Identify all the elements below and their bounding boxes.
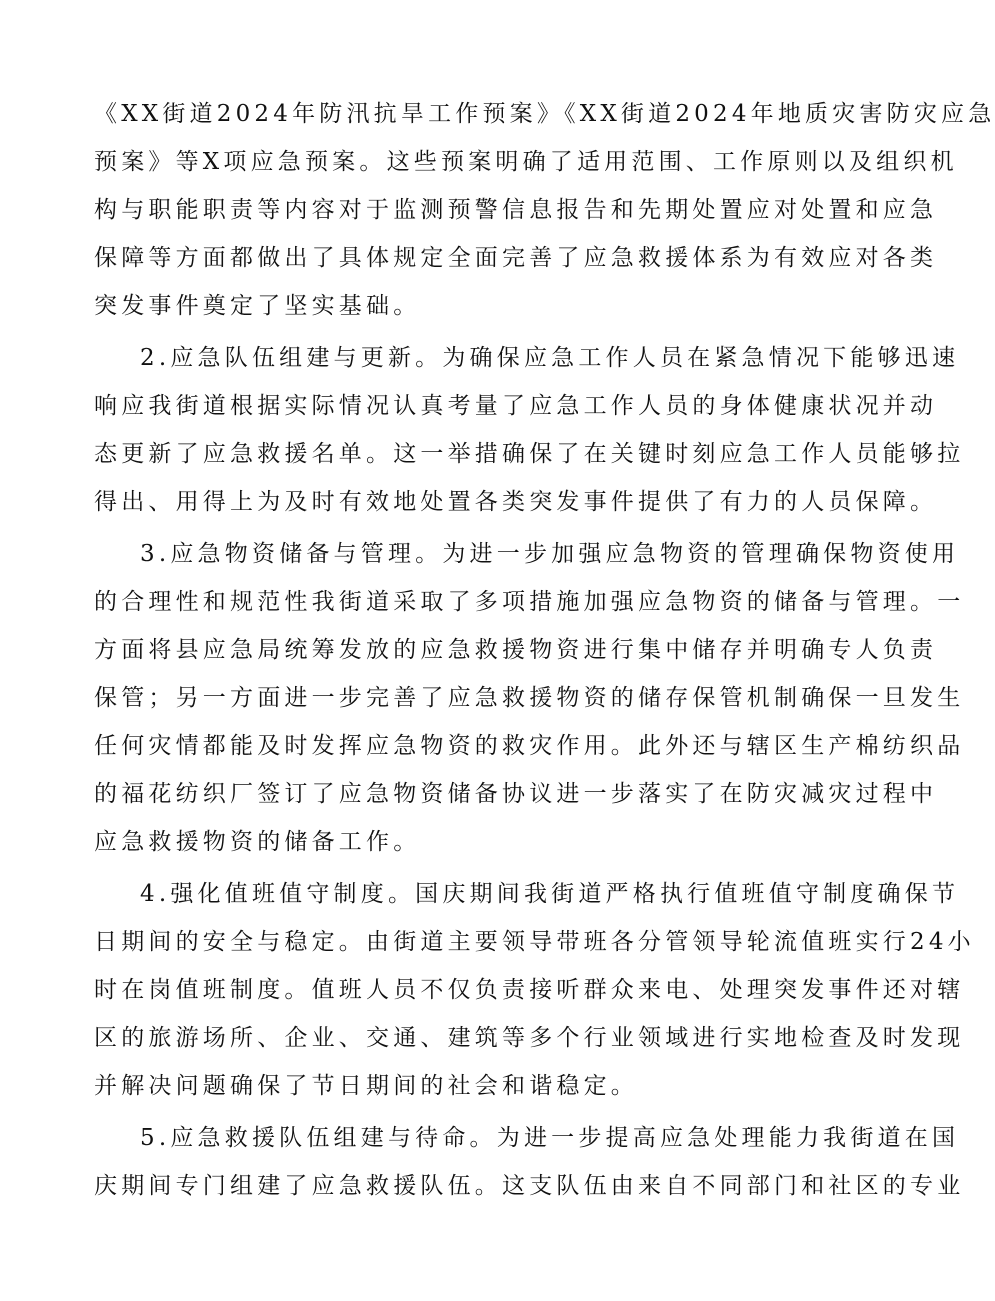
text-line: 构与职能职责等内容对于监测预警信息报告和先期处置应对处置和应急 [94, 197, 938, 223]
text-line: 3.应急物资储备与管理。为进一步加强应急物资的管理确保物资使用 [140, 541, 960, 567]
text-line: 2.应急队伍组建与更新。为确保应急工作人员在紧急情况下能够迅速 [140, 345, 960, 371]
text-line: 响应我街道根据实际情况认真考量了应急工作人员的身体健康状况并动 [94, 393, 938, 419]
text-line: 区的旅游场所、企业、交通、建筑等多个行业领域进行实地检查及时发现 [94, 1025, 965, 1051]
text-line: 5.应急救援队伍组建与待命。为进一步提高应急处理能力我街道在国 [140, 1125, 960, 1151]
text-line: 日期间的安全与稳定。由街道主要领导带班各分管领导轮流值班实行24小 [94, 929, 975, 955]
text-line: 应急救援物资的储备工作。 [94, 829, 421, 855]
text-line: 突发事件奠定了坚实基础。 [94, 293, 421, 319]
text-line: 4.强化值班值守制度。国庆期间我街道严格执行值班值守制度确保节 [140, 881, 960, 907]
text-line: 庆期间专门组建了应急救援队伍。这支队伍由来自不同部门和社区的专业 [94, 1173, 965, 1199]
text-line: 保障等方面都做出了具体规定全面完善了应急救援体系为有效应对各类 [94, 245, 938, 271]
text-line: 并解决问题确保了节日期间的社会和谐稳定。 [94, 1073, 638, 1099]
text-line: 的合理性和规范性我街道采取了多项措施加强应急物资的储备与管理。一 [94, 589, 965, 615]
text-line: 《XX街道2024年防汛抗旱工作预案》《XX街道2024年地质灾害防灾应急 [94, 101, 995, 127]
text-line: 保管；另一方面进一步完善了应急救援物资的储存保管机制确保一旦发生 [94, 685, 965, 711]
text-line: 任何灾情都能及时发挥应急物资的救灾作用。此外还与辖区生产棉纺织品 [94, 733, 965, 759]
text-line: 得出、用得上为及时有效地处置各类突发事件提供了有力的人员保障。 [94, 489, 938, 515]
text-line: 预案》等X项应急预案。这些预案明确了适用范围、工作原则以及组织机 [94, 149, 958, 175]
text-line: 态更新了应急救援名单。这一举措确保了在关键时刻应急工作人员能够拉 [94, 441, 965, 467]
text-line: 方面将县应急局统筹发放的应急救援物资进行集中储存并明确专人负责 [94, 637, 938, 663]
text-line: 时在岗值班制度。值班人员不仅负责接听群众来电、处理突发事件还对辖 [94, 977, 965, 1003]
text-line: 的福花纺织厂签订了应急物资储备协议进一步落实了在防灾减灾过程中 [94, 781, 938, 807]
